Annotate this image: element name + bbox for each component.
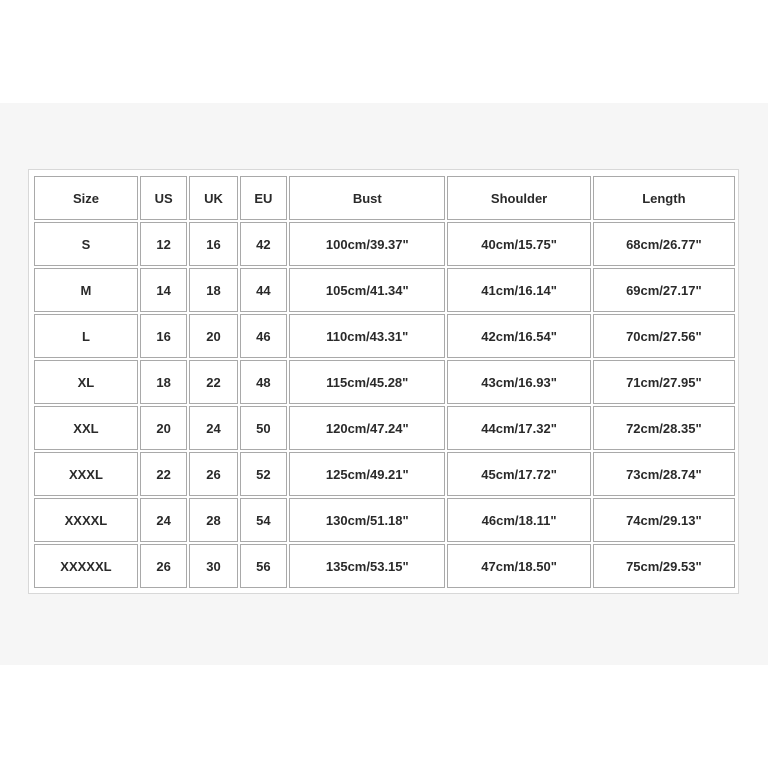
cell-length: 70cm/27.56" — [593, 314, 735, 358]
cell-eu: 48 — [240, 360, 287, 404]
cell-bust: 105cm/41.34" — [289, 268, 445, 312]
cell-eu: 56 — [240, 544, 287, 588]
cell-us: 12 — [140, 222, 187, 266]
cell-shoulder: 45cm/17.72" — [447, 452, 590, 496]
cell-eu: 46 — [240, 314, 287, 358]
cell-shoulder: 40cm/15.75" — [447, 222, 590, 266]
header-size: Size — [34, 176, 138, 220]
table-row — [34, 406, 735, 450]
table-body — [34, 222, 735, 588]
cell-size: XXXXXL — [34, 544, 138, 588]
cell-us: 14 — [140, 268, 187, 312]
cell-uk: 26 — [189, 452, 237, 496]
table-row — [34, 452, 735, 496]
header-length: Length — [593, 176, 735, 220]
table-row — [34, 222, 735, 266]
cell-length: 74cm/29.13" — [593, 498, 735, 542]
cell-size: XXXXL — [34, 498, 138, 542]
cell-uk: 24 — [189, 406, 237, 450]
cell-length: 71cm/27.95" — [593, 360, 735, 404]
cell-shoulder: 43cm/16.93" — [447, 360, 590, 404]
cell-size: XL — [34, 360, 138, 404]
cell-bust: 120cm/47.24" — [289, 406, 445, 450]
cell-uk: 28 — [189, 498, 237, 542]
cell-bust: 100cm/39.37" — [289, 222, 445, 266]
header-shoulder: Shoulder — [447, 176, 590, 220]
cell-uk: 22 — [189, 360, 237, 404]
table-row — [34, 360, 735, 404]
header-eu: EU — [240, 176, 287, 220]
header-uk: UK — [189, 176, 237, 220]
cell-bust: 130cm/51.18" — [289, 498, 445, 542]
cell-eu: 44 — [240, 268, 287, 312]
cell-bust: 110cm/43.31" — [289, 314, 445, 358]
cell-eu: 42 — [240, 222, 287, 266]
cell-uk: 20 — [189, 314, 237, 358]
cell-length: 73cm/28.74" — [593, 452, 735, 496]
cell-size: S — [34, 222, 138, 266]
cell-size: XXL — [34, 406, 138, 450]
table-row — [34, 544, 735, 588]
cell-eu: 50 — [240, 406, 287, 450]
header-bust: Bust — [289, 176, 445, 220]
cell-bust: 115cm/45.28" — [289, 360, 445, 404]
cell-length: 75cm/29.53" — [593, 544, 735, 588]
cell-length: 69cm/27.17" — [593, 268, 735, 312]
header-us: US — [140, 176, 187, 220]
cell-length: 72cm/28.35" — [593, 406, 735, 450]
cell-size: M — [34, 268, 138, 312]
cell-uk: 30 — [189, 544, 237, 588]
cell-bust: 125cm/49.21" — [289, 452, 445, 496]
cell-shoulder: 47cm/18.50" — [447, 544, 590, 588]
cell-us: 24 — [140, 498, 187, 542]
cell-us: 26 — [140, 544, 187, 588]
table-row — [34, 268, 735, 312]
cell-length: 68cm/26.77" — [593, 222, 735, 266]
cell-uk: 18 — [189, 268, 237, 312]
cell-size: L — [34, 314, 138, 358]
cell-bust: 135cm/53.15" — [289, 544, 445, 588]
table-row — [34, 314, 735, 358]
cell-eu: 54 — [240, 498, 287, 542]
cell-size: XXXL — [34, 452, 138, 496]
size-chart-panel — [28, 169, 739, 594]
cell-us: 18 — [140, 360, 187, 404]
table-row — [34, 498, 735, 542]
cell-us: 22 — [140, 452, 187, 496]
size-chart-table — [32, 174, 737, 590]
cell-uk: 16 — [189, 222, 237, 266]
cell-us: 20 — [140, 406, 187, 450]
cell-us: 16 — [140, 314, 187, 358]
cell-shoulder: 41cm/16.14" — [447, 268, 590, 312]
cell-eu: 52 — [240, 452, 287, 496]
cell-shoulder: 42cm/16.54" — [447, 314, 590, 358]
table-header-row — [34, 176, 735, 220]
cell-shoulder: 46cm/18.11" — [447, 498, 590, 542]
cell-shoulder: 44cm/17.32" — [447, 406, 590, 450]
